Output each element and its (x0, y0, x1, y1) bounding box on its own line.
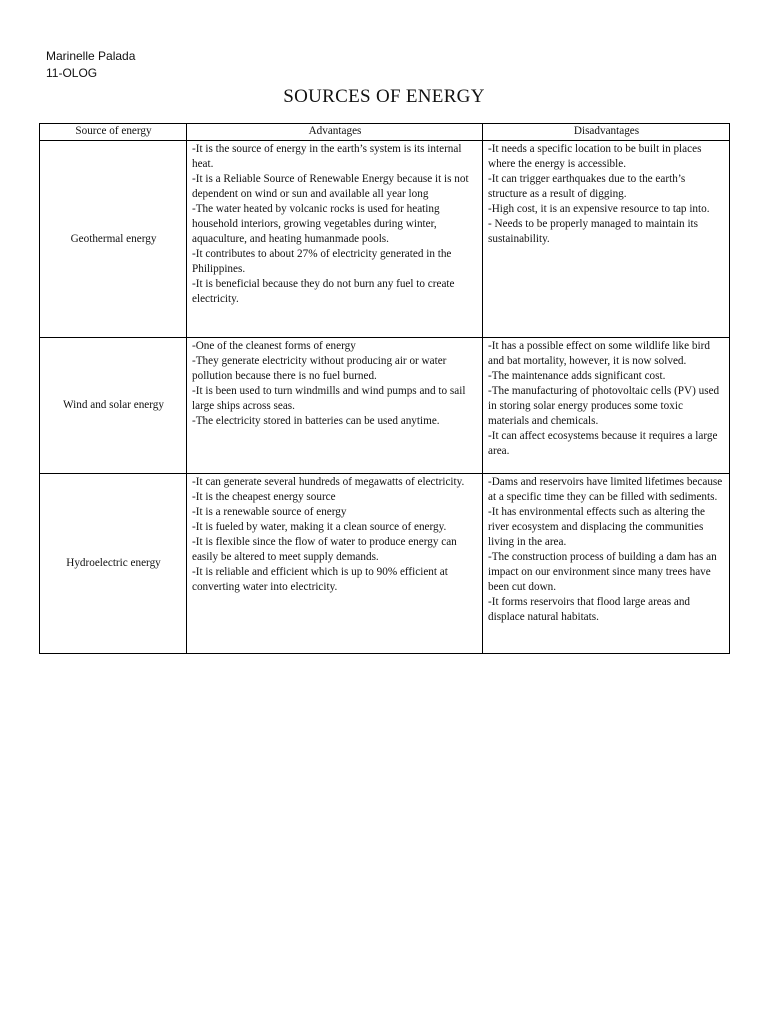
list-item: -It forms reservoirs that flood large areas and displace natural habitats. (488, 596, 691, 623)
source-cell: Hydroelectric energy (40, 474, 187, 654)
list-item: -It is the cheapest energy source (192, 491, 336, 503)
list-item: -It is a renewable source of energy (192, 506, 347, 518)
source-cell: Wind and solar energy (40, 338, 187, 474)
list-item: -It can generate several hundreds of megawatts of electricity. (192, 476, 465, 488)
list-item: -The water heated by volcanic rocks is used for heating household interiors, growing vegetables during winter, aquaculture, and heating humanmade pools. (192, 203, 440, 245)
list-item: -The construction process of building a dam has an impact on our environment since many trees have been cut down. (488, 551, 717, 593)
list-item: -One of the cleanest forms of energy (192, 340, 356, 352)
disadvantages-cell (483, 474, 730, 654)
list-item: -It is the source of energy in the earth’s system is its internal heat. (192, 143, 462, 170)
list-item: -It is beneficial because they do not burn any fuel to create electricity. (192, 278, 455, 305)
list-item: -The electricity stored in batteries can be used anytime. (192, 415, 440, 427)
list-item: -It contributes to about 27% of electricity generated in the Philippines. (192, 248, 452, 275)
author-block (46, 48, 135, 82)
header-disadvantages: Disadvantages (483, 124, 730, 141)
list-item: -It is fueled by water, making it a clean source of energy. (192, 521, 447, 533)
list-item: -High cost, it is an expensive resource to tap into. (488, 203, 710, 215)
source-cell: Geothermal energy (40, 141, 187, 338)
advantages-cell (187, 338, 483, 474)
energy-sources-table (39, 123, 730, 654)
table-row (40, 338, 730, 474)
author-name: Marinelle Palada (46, 49, 136, 63)
table-header-row (40, 124, 730, 141)
list-item: -It is been used to turn windmills and wind pumps and to sail large ships across seas. (192, 385, 466, 412)
header-source: Source of energy (40, 124, 187, 141)
list-item: -They generate electricity without producing air or water pollution because there is no fuel burned. (192, 355, 447, 382)
list-item: -It has environmental effects such as altering the river ecosystem and displacing the communities living in the area. (488, 506, 705, 548)
list-item: -It has a possible effect on some wildlife like bird and bat mortality, however, it is now solved. (488, 340, 710, 367)
list-item: - Needs to be properly managed to maintain its sustainability. (488, 218, 699, 245)
header-advantages: Advantages (187, 124, 483, 141)
disadvantages-cell (483, 141, 730, 338)
list-item: -It can trigger earthquakes due to the earth’s structure as a result of digging. (488, 173, 686, 200)
list-item: -The manufacturing of photovoltaic cells (PV) used in storing solar energy produces some toxic materials and chemicals. (488, 385, 720, 427)
list-item: -It is a Reliable Source of Renewable Energy because it is not dependent on wind or sun and available all year long (192, 173, 469, 200)
table-row (40, 474, 730, 654)
disadvantages-cell (483, 338, 730, 474)
advantages-cell (187, 474, 483, 654)
page-title: SOURCES OF ENERGY (283, 86, 485, 107)
list-item: -Dams and reservoirs have limited lifetimes because at a specific time they can be filled with sediments. (488, 476, 723, 503)
list-item: -It is reliable and efficient which is up to 90% efficient at converting water into electricity. (192, 566, 448, 593)
author-section: 11-OLOG (46, 66, 98, 80)
list-item: -It is flexible since the flow of water to produce energy can easily be altered to meet supply demands. (192, 536, 457, 563)
list-item: -The maintenance adds significant cost. (488, 370, 666, 382)
list-item: -It can affect ecosystems because it requires a large area. (488, 430, 718, 457)
table-row (40, 141, 730, 338)
advantages-cell (187, 141, 483, 338)
list-item: -It needs a specific location to be built in places where the energy is accessible. (488, 143, 702, 170)
